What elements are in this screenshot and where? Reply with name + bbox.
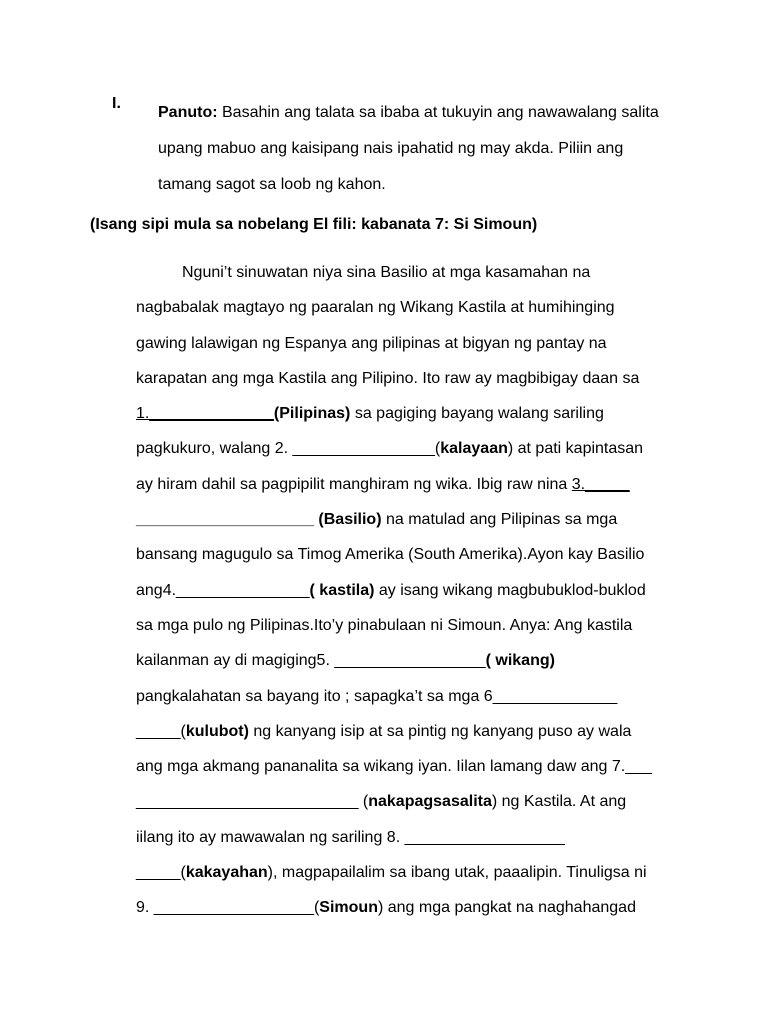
passage-line: sa mga pulo ng Pilipinas.Ito’y pinabulaan ni Simoun. Anya: Ang kastila — [136, 616, 633, 634]
passage-text: ng kanyang isip at sa pintig ng kanyang puso ay wala — [248, 722, 632, 740]
passage-text: na matulad ang Pilipinas sa mga — [381, 511, 618, 529]
answer-hint-8: kakayahan — [185, 864, 268, 882]
answer-hint-7: nakapagsasalita — [368, 793, 492, 811]
passage-text: ) ng Kastila. At ang — [491, 793, 627, 811]
blank-1: 1.______________ — [136, 405, 274, 423]
blank-3: 3._____ — [571, 475, 630, 493]
answer-hint-9: Simoun — [319, 899, 378, 917]
source-line: (Isang sipi mula sa nobelang El fili: kabanata 7: Si Simoun) — [90, 216, 538, 233]
passage — [136, 262, 696, 933]
passage-line — [136, 721, 696, 756]
blank-8-continued: _____( — [136, 864, 186, 882]
passage-text: ), magpapailalim sa ibang utak, paaalipin. Tinuligsa ni — [267, 864, 647, 882]
answer-hint-4: ( kastila) — [309, 581, 375, 599]
passage-line: bansang magugulo sa Timog Amerika (South Amerika).Ayon kay Basilio — [136, 546, 645, 564]
passage-line: Nguni’t sinuwatan niya sina Basilio at mga kasamahan na — [182, 264, 591, 281]
passage-line — [136, 791, 696, 826]
passage-line — [136, 862, 696, 897]
passage-line — [136, 403, 696, 438]
answer-hint-6: kulubot) — [185, 722, 249, 740]
passage-text: ) ang mga pangkat na naghahangad — [377, 899, 636, 917]
passage-line: iilang ito ay mawawalan ng sariling 8. __________________ — [136, 828, 565, 846]
instruction-paragraph — [158, 95, 678, 203]
passage-line — [136, 438, 696, 473]
blank-9: 9. __________________( — [136, 899, 320, 917]
blank-2: pagkukuro, walang 2. ________________( — [136, 440, 441, 458]
passage-text: ) at pati kapintasan — [507, 440, 644, 458]
blank-7-continued: _________________________ ( — [136, 793, 369, 811]
instruction-label: Panuto: — [158, 104, 218, 121]
answer-hint-1: (Pilipinas) — [273, 405, 351, 423]
answer-hint-3: (Basilio) — [313, 511, 382, 529]
passage-line — [136, 897, 696, 932]
instruction-text: Basahin ang talata sa ibaba at tukuyin ang nawawalang salita upang mabuo ang kaisipang nais ipahatid ng may akda. Piliin ang tamang sagot sa loob ng kahon. — [158, 104, 659, 193]
passage-text: ay hiram dahil sa pagpipilit manghiram ng wika. Ibig raw nina — [136, 475, 572, 493]
passage-text: ay isang wikang magbubuklod-buklod — [374, 581, 646, 599]
passage-line: nagbabalak magtayo ng paaralan ng Wikang Kastila at humihinging — [136, 299, 615, 317]
section-number: I. — [112, 95, 121, 112]
blank-6-continued: _____( — [136, 722, 186, 740]
answer-hint-5: ( wikang) — [485, 652, 555, 670]
blank-4: ang4._______________ — [136, 581, 310, 599]
passage-text: sa pagiging bayang walang sariling — [350, 405, 604, 423]
passage-line: karapatan ang mga Kastila ang Pilipino. Ito raw ay magbibigay daan sa — [136, 369, 640, 387]
passage-line — [136, 650, 696, 685]
passage-line — [136, 509, 696, 544]
blank-5: kailanman ay di magiging5. _________________ — [136, 652, 486, 670]
passage-line — [136, 580, 696, 615]
blank-3-continued: ____________________ — [136, 511, 314, 529]
passage-line: gawing lalawigan ng Espanya ang pilipinas at bigyan ng pantay na — [136, 334, 607, 352]
answer-hint-2: kalayaan — [440, 440, 508, 458]
passage-line: ang mga akmang pananalita sa wikang iyan. Iilan lamang daw ang 7.___ — [136, 758, 652, 776]
passage-line — [136, 474, 696, 509]
passage-line: pangkalahatan sa bayang ito ; sapagka’t sa mga 6______________ — [136, 687, 618, 705]
